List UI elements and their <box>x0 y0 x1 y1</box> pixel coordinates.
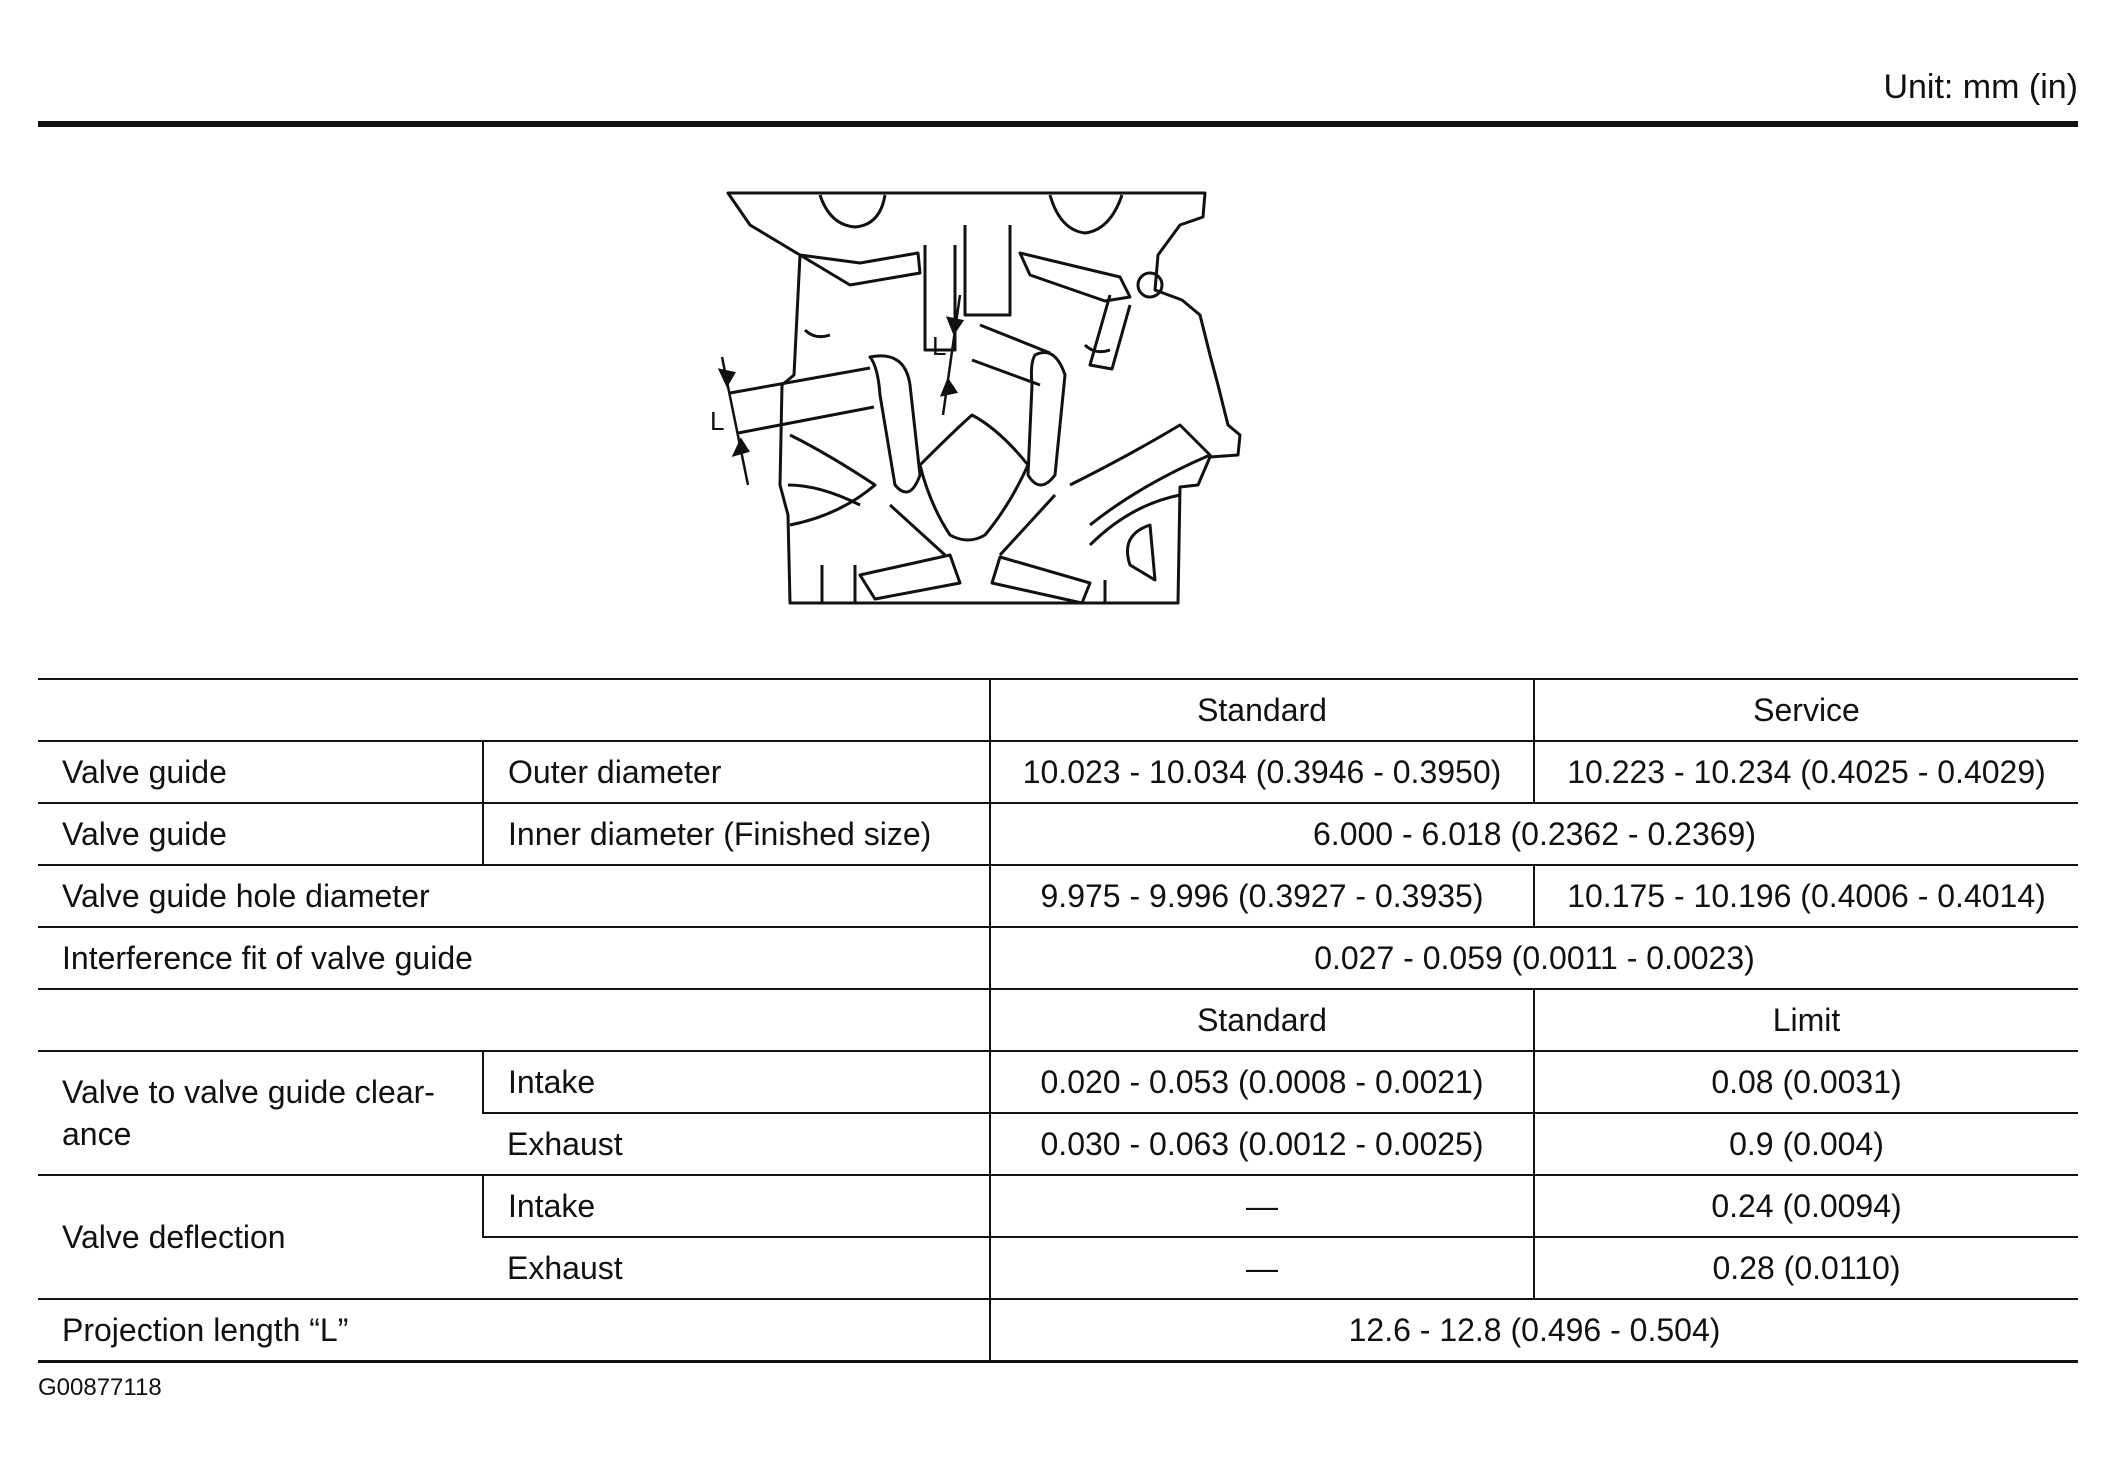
table-cell: Valve guide <box>38 741 483 803</box>
table-cell: — <box>990 1175 1534 1237</box>
table-cell: Interference fit of valve guide <box>38 927 990 989</box>
table-header-standard: Standard <box>990 679 1534 741</box>
table-header-service: Service <box>1534 679 2078 741</box>
dimension-label-right: L <box>932 331 947 361</box>
table-cell: 0.08 (0.0031) <box>1534 1051 2078 1113</box>
table-cell: — <box>990 1237 1534 1299</box>
table-row <box>38 803 2078 865</box>
table-cell: 0.027 - 0.059 (0.0011 - 0.0023) <box>990 927 2078 989</box>
valve-guide-spec-table <box>38 678 2078 1363</box>
table-row <box>38 1175 2078 1237</box>
figure-id: G00877118 <box>38 1374 162 1401</box>
table-row <box>38 927 2078 989</box>
table-cell: Intake <box>483 1051 990 1113</box>
table-header-row <box>38 679 2078 741</box>
table-cell: 10.175 - 10.196 (0.4006 - 0.4014) <box>1534 865 2078 927</box>
table-cell: 0.9 (0.004) <box>1534 1113 2078 1175</box>
dimension-label-left: L <box>710 406 725 436</box>
table-cell: Outer diameter <box>483 741 990 803</box>
table-row <box>38 1299 2078 1362</box>
table-row <box>38 865 2078 927</box>
table-cell <box>38 989 990 1051</box>
table-cell: Valve deflection <box>38 1175 483 1299</box>
table-cell: 0.28 (0.0110) <box>1534 1237 2078 1299</box>
table-cell: Valve guide <box>38 803 483 865</box>
table-cell: Exhaust <box>483 1113 990 1175</box>
table-cell: Exhaust <box>483 1237 990 1299</box>
table-cell: Inner diameter (Finished size) <box>483 803 990 865</box>
table-cell: 0.24 (0.0094) <box>1534 1175 2078 1237</box>
table-cell: 12.6 - 12.8 (0.496 - 0.504) <box>990 1299 2078 1362</box>
table-cell: 0.020 - 0.053 (0.0008 - 0.0021) <box>990 1051 1534 1113</box>
table-cell: 0.030 - 0.063 (0.0012 - 0.0025) <box>990 1113 1534 1175</box>
table-cell: 10.223 - 10.234 (0.4025 - 0.4029) <box>1534 741 2078 803</box>
table-cell <box>38 679 990 741</box>
table-row <box>38 1051 2078 1113</box>
cylinder-head-diagram <box>710 185 1410 610</box>
table-cell: Valve to valve guide clear-ance <box>38 1051 483 1175</box>
table-cell: Projection length “L” <box>38 1299 990 1362</box>
table-cell: Valve guide hole diameter <box>38 865 990 927</box>
table-cell: 9.975 - 9.996 (0.3927 - 0.3935) <box>990 865 1534 927</box>
table-header-limit: Limit <box>1534 989 2078 1051</box>
table-cell: 6.000 - 6.018 (0.2362 - 0.2369) <box>990 803 2078 865</box>
table-cell: 10.023 - 10.034 (0.3946 - 0.3950) <box>990 741 1534 803</box>
table-header-standard: Standard <box>990 989 1534 1051</box>
top-rule <box>38 121 2078 127</box>
table-row <box>38 741 2078 803</box>
table-cell: Intake <box>483 1175 990 1237</box>
table-header-row <box>38 989 2078 1051</box>
unit-label: Unit: mm (in) <box>1883 68 2078 106</box>
